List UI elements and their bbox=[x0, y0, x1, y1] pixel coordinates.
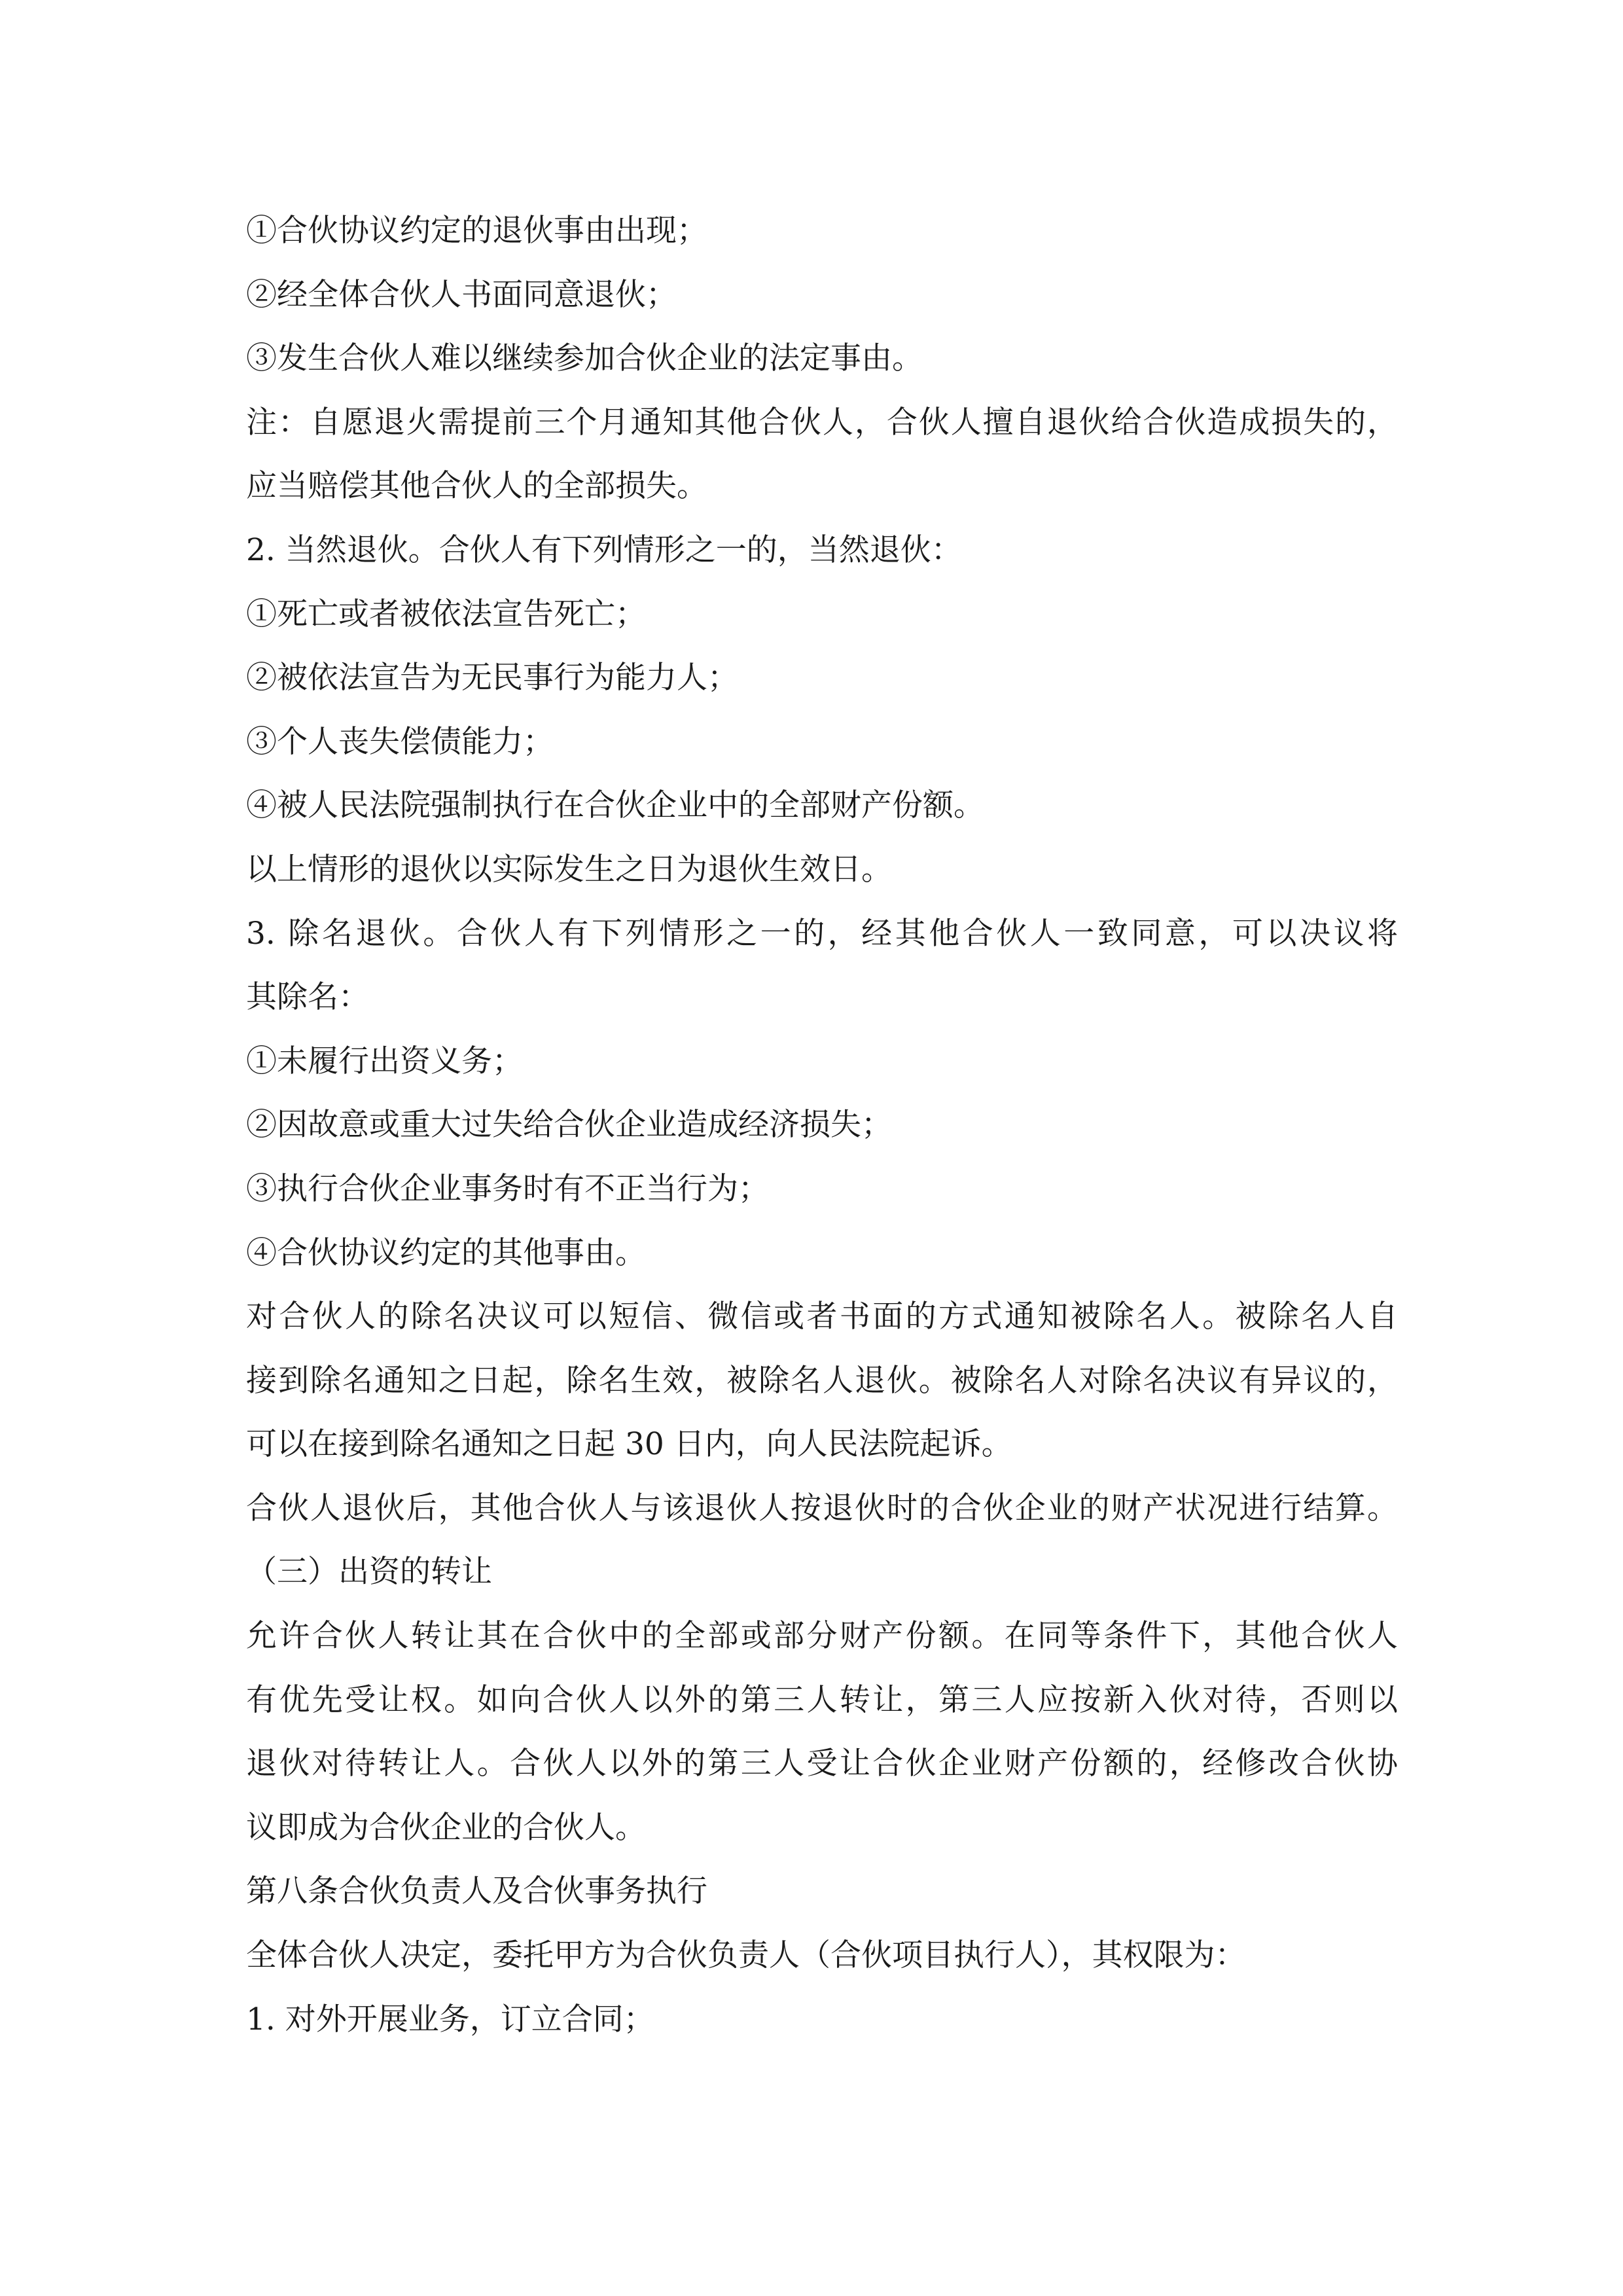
text-line: ②经全体合伙人书面同意退伙； bbox=[246, 276, 677, 313]
text-line: 3. 除名退伙。合伙人有下列情形之一的，经其他合伙人一致同意，可以决议将 bbox=[246, 915, 1398, 952]
text-line: 以上情形的退伙以实际发生之日为退伙生效日。 bbox=[246, 851, 892, 888]
text-line: 有优先受让权。如向合伙人以外的第三人转让，第三人应按新入伙对待，否则以 bbox=[246, 1681, 1398, 1718]
text-line: 对合伙人的除名决议可以短信、微信或者书面的方式通知被除名人。被除名人自 bbox=[246, 1299, 1398, 1335]
text-line: 允许合伙人转让其在合伙中的全部或部分财产份额。在同等条件下，其他合伙人 bbox=[246, 1618, 1398, 1655]
text-line: 全体合伙人决定，委托甲方为合伙负责人（合伙项目执行人），其权限为： bbox=[246, 1937, 1246, 1974]
text-line: ④合伙协议约定的其他事由。 bbox=[246, 1234, 646, 1271]
text-line: 可以在接到除名通知之日起 30 日内，向人民法院起诉。 bbox=[246, 1426, 1012, 1463]
text-line: 议即成为合伙企业的合伙人。 bbox=[246, 1809, 646, 1846]
text-line: ③个人丧失偿债能力； bbox=[246, 723, 554, 760]
text-line: ③发生合伙人难以继续参加合伙企业的法定事由。 bbox=[246, 340, 923, 377]
text-line: 注：自愿退火需提前三个月通知其他合伙人，合伙人擅自退伙给合伙造成损失的， bbox=[246, 404, 1398, 440]
text-line: ④被人民法院强制执行在合伙企业中的全部财产份额。 bbox=[246, 787, 984, 824]
text-line: 其除名： bbox=[246, 979, 369, 1016]
text-line: ①未履行出资义务； bbox=[246, 1043, 523, 1079]
text-line: 应当赔偿其他合伙人的全部损失。 bbox=[246, 468, 707, 505]
text-line: ③执行合伙企业事务时有不正当行为； bbox=[246, 1170, 769, 1207]
article-heading: 第八条合伙负责人及合伙事务执行 bbox=[246, 1873, 707, 1910]
text-line: ②因故意或重大过失给合伙企业造成经济损失； bbox=[246, 1107, 892, 1143]
section-heading: （三）出资的转让 bbox=[246, 1554, 492, 1590]
document-body bbox=[246, 199, 1398, 2051]
text-line: 合伙人退伙后，其他合伙人与该退伙人按退伙时的合伙企业的财产状况进行结算。 bbox=[246, 1490, 1398, 1526]
text-line: 退伙对待转让人。合伙人以外的第三人受让合伙企业财产份额的，经修改合伙协 bbox=[246, 1746, 1398, 1782]
text-line: 接到除名通知之日起，除名生效，被除名人退伙。被除名人对除名决议有异议的， bbox=[246, 1362, 1398, 1399]
text-line: ①合伙协议约定的退伙事由出现； bbox=[246, 213, 707, 249]
text-line: ①死亡或者被依法宣告死亡； bbox=[246, 596, 646, 632]
text-line: ②被依法宣告为无民事行为能力人； bbox=[246, 660, 738, 696]
text-line: 1. 对外开展业务，订立合同； bbox=[246, 2001, 654, 2037]
text-line: 2. 当然退伙。合伙人有下列情形之一的，当然退伙： bbox=[246, 531, 962, 568]
